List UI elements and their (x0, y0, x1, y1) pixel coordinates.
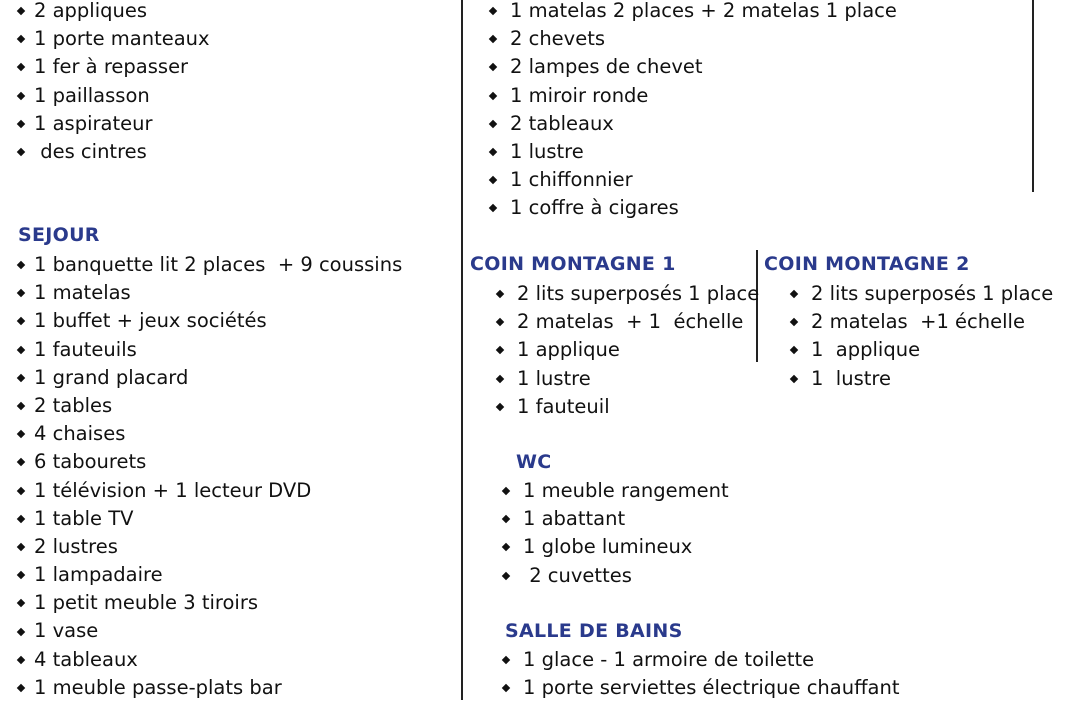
diamond-bullet-icon (489, 120, 497, 128)
list-item: 1 chiffonnier (490, 166, 897, 194)
coin-montagne-2-list (791, 280, 1053, 393)
list-item: 1 porte serviettes électrique chauffant (503, 674, 899, 702)
diamond-bullet-icon (489, 63, 497, 71)
list-item: 1 banquette lit 2 places + 9 coussins (18, 251, 402, 279)
list-item: 1 applique (791, 336, 1053, 364)
diamond-bullet-icon (790, 346, 798, 354)
diamond-bullet-icon (17, 374, 25, 382)
diamond-bullet-icon (17, 543, 25, 551)
list-item: 1 aspirateur (18, 110, 210, 138)
list-item: 4 chaises (18, 420, 402, 448)
list-item: 1 lustre (791, 365, 1053, 393)
list-item: 1 lustre (497, 365, 759, 393)
diamond-bullet-icon (502, 543, 510, 551)
diamond-bullet-icon (489, 204, 497, 212)
diamond-bullet-icon (17, 599, 25, 607)
list-item: 1 lampadaire (18, 561, 402, 589)
list-item: 1 meuble rangement (503, 477, 729, 505)
diamond-bullet-icon (17, 261, 25, 269)
right-divider (1032, 0, 1034, 192)
diamond-bullet-icon (489, 148, 497, 156)
center-divider (461, 0, 463, 700)
salle-de-bains-heading: SALLE DE BAINS (505, 620, 683, 642)
diamond-bullet-icon (489, 35, 497, 43)
list-item: 1 abattant (503, 505, 729, 533)
diamond-bullet-icon (496, 318, 504, 326)
list-item: 2 lampes de chevet (490, 53, 897, 81)
diamond-bullet-icon (502, 515, 510, 523)
list-item: 1 vase (18, 617, 402, 645)
list-item: 2 tables (18, 392, 402, 420)
diamond-bullet-icon (17, 571, 25, 579)
list-item: 4 tableaux (18, 646, 402, 674)
list-item: 2 lits superposés 1 place (791, 280, 1053, 308)
diamond-bullet-icon (790, 374, 798, 382)
list-item: 1 paillasson (18, 82, 210, 110)
list-item: 1 miroir ronde (490, 82, 897, 110)
diamond-bullet-icon (17, 120, 25, 128)
diamond-bullet-icon (17, 289, 25, 297)
diamond-bullet-icon (790, 290, 798, 298)
list-item: 1 meuble passe-plats bar (18, 674, 402, 702)
diamond-bullet-icon (790, 318, 798, 326)
list-item: 1 globe lumineux (503, 533, 729, 561)
diamond-bullet-icon (17, 7, 25, 15)
diamond-bullet-icon (17, 148, 25, 156)
diamond-bullet-icon (502, 571, 510, 579)
list-item: 1 télévision + 1 lecteur DVD (18, 477, 402, 505)
diamond-bullet-icon (489, 91, 497, 99)
list-item: 1 buffet + jeux sociétés (18, 307, 402, 335)
list-item: 1 coffre à cigares (490, 194, 897, 222)
list-item: 1 fauteuils (18, 336, 402, 364)
coin-montagne-1-list (497, 280, 759, 421)
diamond-bullet-icon (17, 486, 25, 494)
diamond-bullet-icon (17, 91, 25, 99)
diamond-bullet-icon (17, 35, 25, 43)
list-item: 1 matelas (18, 279, 402, 307)
list-item: 1 matelas 2 places + 2 matelas 1 place (490, 0, 897, 25)
diamond-bullet-icon (17, 684, 25, 692)
coin-montagne-2-heading: COIN MONTAGNE 2 (764, 253, 970, 275)
list-item: 2 lits superposés 1 place (497, 280, 759, 308)
chambre-list (490, 0, 897, 223)
diamond-bullet-icon (496, 290, 504, 298)
list-item: des cintres (18, 138, 210, 166)
wc-heading: WC (516, 451, 552, 473)
diamond-bullet-icon (17, 63, 25, 71)
sejour-heading: SEJOUR (18, 224, 100, 246)
list-item: 1 porte manteaux (18, 25, 210, 53)
diamond-bullet-icon (17, 430, 25, 438)
list-item: 1 lustre (490, 138, 897, 166)
list-item: 2 lustres (18, 533, 402, 561)
list-item: 1 glace - 1 armoire de toilette (503, 646, 899, 674)
list-item: 1 fer à repasser (18, 53, 210, 81)
diamond-bullet-icon (496, 374, 504, 382)
list-item: 1 grand placard (18, 364, 402, 392)
coin-montagne-1-heading: COIN MONTAGNE 1 (470, 253, 676, 275)
diamond-bullet-icon (17, 458, 25, 466)
diamond-bullet-icon (502, 684, 510, 692)
diamond-bullet-icon (496, 346, 504, 354)
list-item: 6 tabourets (18, 448, 402, 476)
list-item: 2 tableaux (490, 110, 897, 138)
list-item: 1 petit meuble 3 tiroirs (18, 589, 402, 617)
diamond-bullet-icon (17, 515, 25, 523)
diamond-bullet-icon (17, 402, 25, 410)
diamond-bullet-icon (17, 345, 25, 353)
list-item: 1 table TV (18, 505, 402, 533)
entree-list (18, 0, 210, 166)
sejour-list (18, 251, 402, 702)
list-item: 2 cuvettes (503, 562, 729, 590)
diamond-bullet-icon (489, 176, 497, 184)
diamond-bullet-icon (17, 627, 25, 635)
list-item: 2 matelas + 1 échelle (497, 308, 759, 336)
diamond-bullet-icon (489, 7, 497, 15)
diamond-bullet-icon (17, 655, 25, 663)
diamond-bullet-icon (502, 656, 510, 664)
diamond-bullet-icon (496, 403, 504, 411)
diamond-bullet-icon (502, 487, 510, 495)
salle-de-bains-list (503, 646, 899, 702)
wc-list (503, 477, 729, 590)
list-item: 2 matelas +1 échelle (791, 308, 1053, 336)
list-item: 2 appliques (18, 0, 210, 25)
diamond-bullet-icon (17, 317, 25, 325)
list-item: 1 applique (497, 336, 759, 364)
list-item: 2 chevets (490, 25, 897, 53)
list-item: 1 fauteuil (497, 393, 759, 421)
